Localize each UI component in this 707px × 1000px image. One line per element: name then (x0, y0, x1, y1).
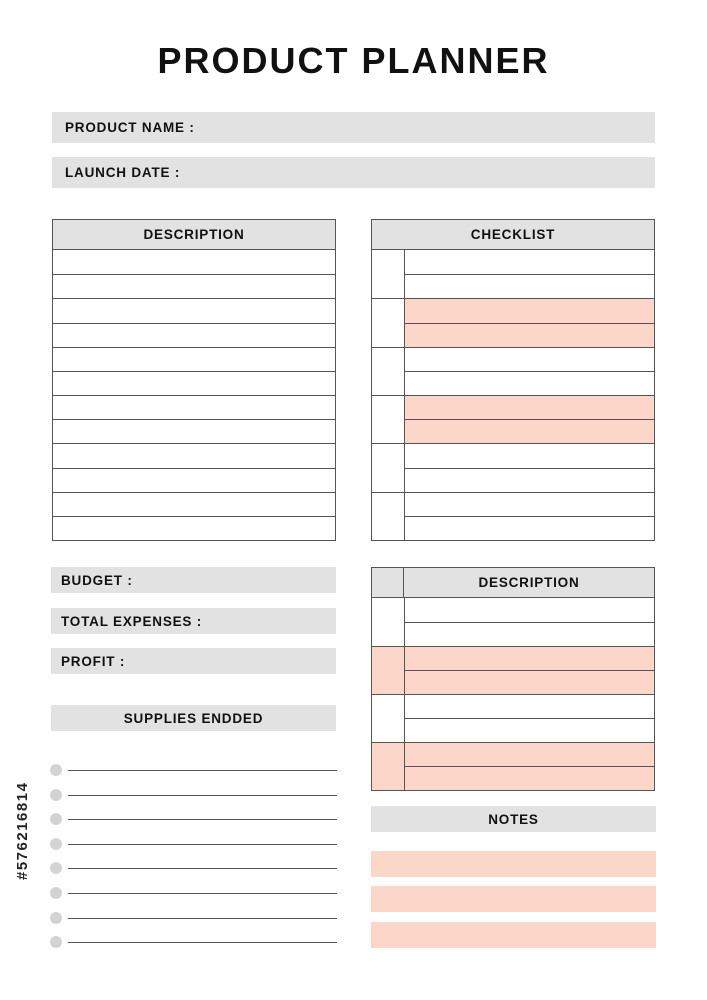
checklist-sub-line (404, 274, 654, 275)
total-expenses-field[interactable] (51, 608, 336, 634)
stock-id-text: #576216814 (14, 781, 31, 880)
checklist-sub-line (404, 419, 654, 420)
supplies-line (68, 819, 337, 820)
checklist-sub-line (404, 516, 654, 517)
total-expenses-label: TOTAL EXPENSES : (61, 613, 203, 629)
description-line (53, 395, 335, 396)
supplies-line (68, 770, 337, 771)
description2-sub-line (404, 670, 654, 671)
supplies-header: SUPPLIES ENDDED (51, 705, 336, 731)
description2-rows[interactable] (372, 598, 654, 790)
bullet-icon (50, 936, 62, 948)
description2-sub-line (404, 766, 654, 767)
description2-table (371, 567, 655, 791)
notes-line[interactable] (371, 851, 656, 877)
checklist-checkbox[interactable] (372, 443, 404, 491)
description-line (53, 419, 335, 420)
budget-label: BUDGET : (61, 572, 133, 588)
supplies-line (68, 795, 337, 796)
bullet-icon (50, 813, 62, 825)
description-header: DESCRIPTION (53, 220, 335, 250)
description-line (53, 443, 335, 444)
product-name-field[interactable] (52, 112, 655, 143)
checklist-sub-line (404, 323, 654, 324)
supplies-item[interactable] (50, 932, 337, 948)
supplies-item[interactable] (50, 858, 337, 874)
supplies-item[interactable] (50, 908, 337, 924)
checklist-sub-line (404, 468, 654, 469)
description2-header: DESCRIPTION (404, 568, 654, 598)
profit-field[interactable] (51, 648, 336, 674)
bullet-icon (50, 912, 62, 924)
checklist-group-line (372, 492, 654, 493)
checklist-checkbox[interactable] (372, 492, 404, 540)
description2-header-corner (372, 568, 404, 598)
supplies-item[interactable] (50, 760, 337, 776)
checklist-group-line (372, 395, 654, 396)
page-title: PRODUCT PLANNER (157, 40, 550, 81)
description2-group-line (372, 694, 654, 695)
supplies-item[interactable] (50, 785, 337, 801)
supplies-line (68, 844, 337, 845)
description2-sub-line (404, 622, 654, 623)
description-line (53, 516, 335, 517)
bullet-icon (50, 838, 62, 850)
description2-sub-line (404, 718, 654, 719)
bullet-icon (50, 789, 62, 801)
supplies-line (68, 893, 337, 894)
checklist-checkbox[interactable] (372, 250, 404, 298)
description-line (53, 371, 335, 372)
checklist-table (371, 219, 655, 541)
supplies-item[interactable] (50, 883, 337, 899)
description-line (53, 468, 335, 469)
checklist-checkbox[interactable] (372, 347, 404, 395)
bullet-icon (50, 764, 62, 776)
supplies-line (68, 918, 337, 919)
checklist-group-line (372, 443, 654, 444)
checklist-group-line (372, 347, 654, 348)
checklist-rows[interactable] (372, 250, 654, 540)
notes-header: NOTES (371, 806, 656, 832)
description-line (53, 492, 335, 493)
bullet-icon (50, 887, 62, 899)
checklist-checkbox[interactable] (372, 298, 404, 346)
notes-line[interactable] (371, 886, 656, 912)
supplies-list (50, 760, 337, 950)
supplies-item[interactable] (50, 834, 337, 850)
description2-group-line (372, 646, 654, 647)
launch-date-label: LAUNCH DATE : (65, 165, 181, 180)
product-name-label: PRODUCT NAME : (65, 120, 195, 135)
checklist-group-line (372, 298, 654, 299)
description-line (53, 298, 335, 299)
launch-date-field[interactable] (52, 157, 655, 188)
supplies-line (68, 942, 337, 943)
description-lines[interactable] (53, 250, 335, 540)
checklist-sub-line (404, 371, 654, 372)
description-line (53, 323, 335, 324)
description-line (53, 347, 335, 348)
checklist-checkbox[interactable] (372, 395, 404, 443)
budget-field[interactable] (51, 567, 336, 593)
description-table (52, 219, 336, 541)
notes-line[interactable] (371, 922, 656, 948)
supplies-line (68, 868, 337, 869)
description2-group-line (372, 742, 654, 743)
supplies-item[interactable] (50, 809, 337, 825)
profit-label: PROFIT : (61, 653, 126, 669)
checklist-header: CHECKLIST (372, 220, 654, 250)
bullet-icon (50, 862, 62, 874)
description-line (53, 274, 335, 275)
